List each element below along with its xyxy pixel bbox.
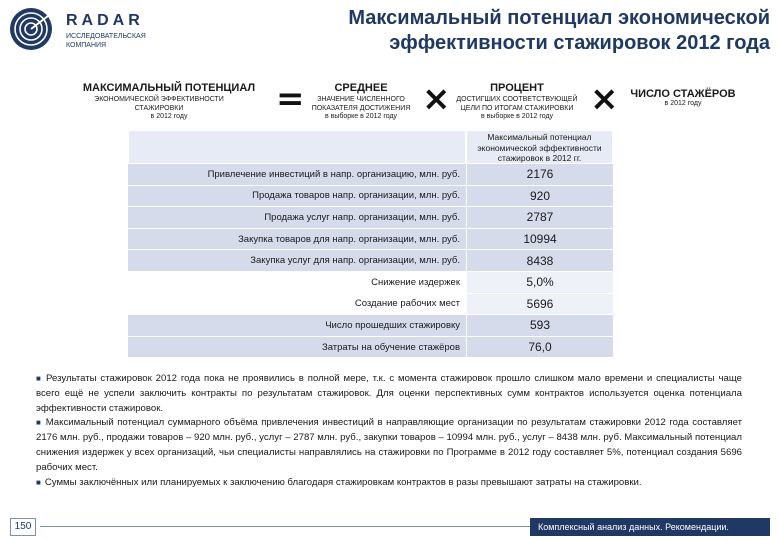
footer bbox=[0, 514, 780, 540]
row-value: 8438 bbox=[466, 250, 613, 272]
radar-logo-icon bbox=[8, 6, 54, 52]
row-value: 2787 bbox=[466, 207, 613, 229]
logo-name: RADAR bbox=[66, 12, 144, 29]
logo-subtitle: ИССЛЕДОВАТЕЛЬСКАЯ КОМПАНИЯ bbox=[66, 33, 146, 49]
row-value: 2176 bbox=[466, 164, 613, 186]
table-row bbox=[128, 337, 613, 359]
formula-average-sub: ЗНАЧЕНИЕ ЧИСЛЕННОГО ПОКАЗАТЕЛЯ ДОСТИЖЕНИЯ bbox=[311, 96, 411, 112]
formula-percent-year: в выборке в 2012 году bbox=[480, 113, 554, 120]
table-row bbox=[128, 207, 613, 229]
table-row bbox=[128, 294, 613, 316]
summary-paragraph bbox=[36, 416, 742, 475]
formula-percent-sub: ДОСТИГШИХ СООТВЕТСТВУЮЩЕЙ ЦЕЛИ ПО ИТОГАМ СТАЖИРОВКИ bbox=[456, 96, 578, 112]
row-value: 5696 bbox=[466, 294, 613, 316]
table-row bbox=[128, 164, 613, 186]
formula-average-head: СРЕДНЕЕ bbox=[334, 82, 388, 94]
bullet-icon: ■ bbox=[36, 374, 43, 383]
table-row bbox=[128, 229, 613, 251]
row-label: Создание рабочих мест bbox=[128, 294, 466, 316]
row-label: Закупка услуг для напр. организации, млн. руб. bbox=[128, 250, 466, 272]
table-row bbox=[128, 186, 613, 208]
row-label: Число прошедших стажировку bbox=[128, 315, 466, 337]
formula-result-head: МАКСИМАЛЬНЫЙ ПОТЕНЦИАЛ bbox=[82, 82, 256, 94]
formula-count bbox=[618, 88, 748, 107]
formula-result bbox=[64, 82, 274, 120]
row-label: Затраты на обучение стажёров bbox=[128, 337, 466, 359]
page-title: Максимальный потенциал экономической эффективности стажировок 2012 года bbox=[348, 7, 770, 54]
row-value: 76,0 bbox=[466, 337, 613, 359]
row-value: 920 bbox=[466, 186, 613, 208]
potential-table bbox=[128, 130, 613, 358]
formula-result-sub: ЭКОНОМИЧЕСКОЙ ЭФФЕКТИВНОСТИ СТАЖИРОВКИ bbox=[94, 96, 224, 112]
table-value-header: Максимальный потенциал экономической эффективности стажировок в 2012 гг. bbox=[466, 130, 613, 164]
formula-count-year: в 2012 году bbox=[664, 100, 702, 107]
row-value: 5,0% bbox=[466, 272, 613, 294]
formula-count-head: ЧИСЛО СТАЖЁРОВ bbox=[630, 88, 736, 100]
formula-average-year: в выборке в 2012 году bbox=[324, 113, 398, 120]
equals-sign: = bbox=[276, 79, 305, 119]
table-row bbox=[128, 315, 613, 337]
table-header-blank bbox=[128, 130, 466, 164]
row-value: 10994 bbox=[466, 229, 613, 251]
paragraph-text: Максимальный потенциал суммарного объёма привлечения инвестиций в направляющие организации по результатам стажировки 2012 года составляет 2176 млн. руб., продажи товаров – 920 млн. руб., услуг – 2787 млн. руб., закупки товаров – 10994 млн. руб., услуг – 8438 млн. руб. Максимальный потенциал снижения издержек у всех организаций, чьи специалисты направлялись на стажировки по Программе в 2012 году составляет 5%, потенциал создания 5696 рабочих мест. bbox=[36, 417, 742, 473]
row-label: Продажа товаров напр. организации, млн. руб. bbox=[128, 186, 466, 208]
formula-result-year: в 2012 году bbox=[150, 113, 188, 120]
row-value: 593 bbox=[466, 315, 613, 337]
footer-caption: Комплексный анализ данных. Рекомендации. bbox=[530, 518, 770, 536]
bullet-icon: ■ bbox=[36, 418, 42, 428]
formula-row bbox=[0, 80, 780, 126]
company-logo bbox=[8, 6, 158, 52]
table-row bbox=[128, 250, 613, 272]
row-label: Закупка товаров для напр. организации, млн. руб. bbox=[128, 229, 466, 251]
multiply-sign-1: × bbox=[422, 79, 451, 119]
multiply-sign-2: × bbox=[590, 79, 619, 119]
paragraph-text: Суммы заключённых или планируемых к заключению благодаря стажировкам контрактов в разы превышают затраты на стажировки. bbox=[44, 476, 642, 488]
footer-divider bbox=[40, 526, 530, 527]
summary-paragraph bbox=[36, 476, 742, 491]
formula-percent bbox=[452, 82, 582, 120]
formula-percent-head: ПРОЦЕНТ bbox=[490, 82, 544, 94]
formula-average bbox=[302, 82, 420, 120]
row-label: Снижение издержек bbox=[128, 272, 466, 294]
paragraph-text: Результаты стажировок 2012 года пока не проявились в полной мере, т.к. с момента стажировок прошло слишком мало времени и специалисты чаще всего ещё не успели заключить контракты по результатам стажировок. Для оценки перспективных сумм контрактов используется оценка потенциала эффективности стажировок. bbox=[36, 373, 742, 414]
table-row bbox=[128, 272, 613, 294]
bullet-icon: ■ bbox=[36, 477, 41, 487]
row-label: Привлечение инвестиций в напр. организацию, млн. руб. bbox=[128, 164, 466, 186]
table-header bbox=[128, 130, 613, 164]
page-number: 150 bbox=[10, 518, 36, 536]
summary-paragraph bbox=[36, 372, 742, 416]
row-label: Продажа услуг напр. организации, млн. руб. bbox=[128, 207, 466, 229]
summary-text bbox=[36, 372, 742, 490]
